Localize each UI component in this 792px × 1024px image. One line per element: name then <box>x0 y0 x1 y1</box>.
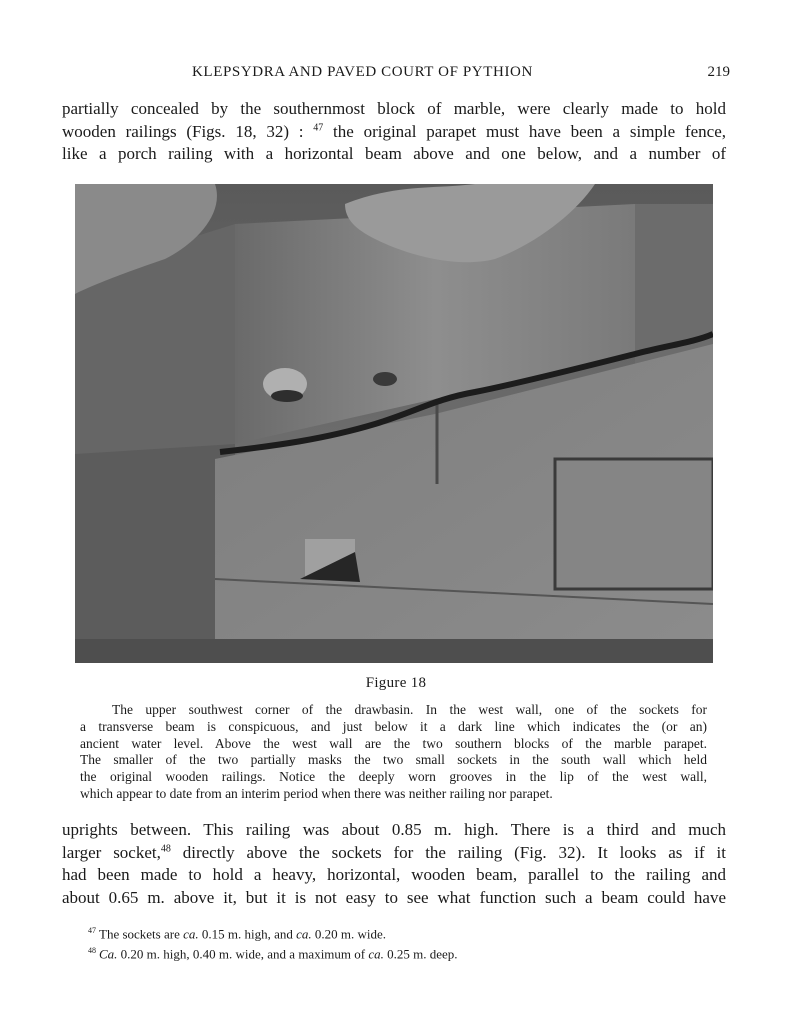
figure-photograph <box>75 184 713 663</box>
footnote-text: 0.20 m. high, 0.40 m. wide, and a maximum of <box>117 946 369 962</box>
footnote-italic: ca. <box>296 926 312 942</box>
footnote-text: The sockets are <box>99 926 184 942</box>
text-fragment: larger socket, <box>62 842 161 862</box>
footnote-47 <box>88 922 708 942</box>
footnote-48 <box>88 942 708 962</box>
caption-line: the original wooden railings. Notice the deeply worn grooves in the lip of the west wall, <box>80 769 707 785</box>
footnote-italic: ca. <box>183 926 199 942</box>
running-title: KLEPSYDRA AND PAVED COURT OF PYTHION <box>192 64 533 80</box>
footnote-mark: 47 <box>88 926 96 935</box>
running-head <box>62 64 730 86</box>
caption-line: a transverse beam is conspicuous, and just below it a dark line which indicates the (or an) <box>80 718 707 734</box>
caption-line: The upper southwest corner of the drawbasin. In the west wall, one of the sockets for <box>112 702 707 717</box>
footnote-mark: 48 <box>88 946 96 956</box>
top-paragraph <box>62 98 726 166</box>
page-number: 219 <box>707 64 730 80</box>
footnote-text: 0.25 m. deep. <box>383 946 458 962</box>
figure-caption <box>80 702 707 803</box>
text-fragment: directly above the sockets for the railing (Fig. 32). It looks as if it <box>170 842 726 862</box>
text-line: had been made to hold a heavy, horizontal, wooden beam, parallel to the railing and <box>62 865 726 884</box>
text-line: uprights between. This railing was about 0.85 m. high. There is a third and much <box>62 820 726 839</box>
text-fragment: wooden railings (Figs. 18, 32) : <box>62 121 314 141</box>
text-line: like a porch railing with a horizontal beam above and one below, and a number of <box>62 144 726 163</box>
footnote-text: 0.20 m. wide. <box>311 926 387 942</box>
footnotes <box>88 922 708 963</box>
figure-label: Figure 18 <box>365 675 427 691</box>
photo-drawing <box>75 184 713 663</box>
footnote-text: 0.15 m. high, and <box>198 926 297 942</box>
text-line: about 0.65 m. above it, but it is not easy to see what function such a beam could have <box>62 887 726 907</box>
caption-line: which appear to date from an interim period when there was neither railing nor parapet. <box>80 785 553 801</box>
footnote-italic: Ca. <box>99 946 118 962</box>
text-line: partially concealed by the southernmost block of marble, were clearly made to hold <box>62 99 726 118</box>
caption-line: ancient water level. Above the west wall are the two southern blocks of the marble parapet. <box>80 735 707 751</box>
text-line <box>62 121 726 144</box>
text-line <box>62 842 726 865</box>
text-fragment: the original parapet must have been a simple fence, <box>323 121 726 141</box>
footnote-ref-48: 48 <box>160 842 171 854</box>
footnote-ref-47: 47 <box>313 121 324 133</box>
bottom-paragraph <box>62 819 726 909</box>
footnote-italic: ca. <box>368 946 384 962</box>
caption-line: The smaller of the two partially masks the two small sockets in the south wall which held <box>80 752 707 768</box>
